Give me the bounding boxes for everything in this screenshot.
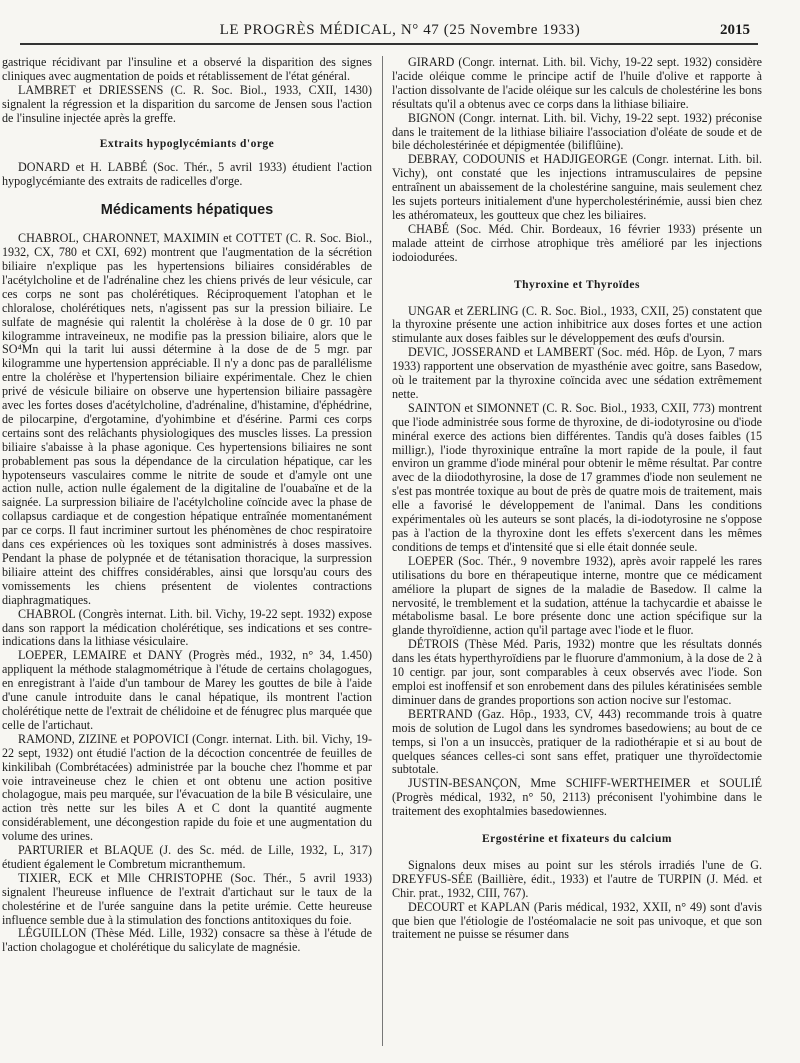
paragraph-loeper-lemaire-dany: LOEPER, LEMAIRE et DANY (Progrès méd., 1932, n° 34, 1.450) appliquent la méthode stalagmométrique à l'étude de certains cholagogues, en enregistrant à l'aide d'un tambour de Marey les gouttes de bile à l'aide d'une canule introduite dans le canal hépatique, ils montrent l'action cholérétique nette de l'extrait de chélidoine et de fénugrec plus marquée que celle de l'artichaut. [2,648,372,732]
paragraph-chabrol-charonnet: CHABROL, CHARONNET, MAXIMIN et COTTET (C. R. Soc. Biol., 1932, CX, 780 et CXI, 692) montrent que l'augmentation de la sécrétion biliaire n'explique pas les hypertensions biliaires considérables de l'acétylcholine et de l'adrénaline chez les chiens privés de leur vésicule, car ces corps ne sont pas cholérétiques. Réciproquement l'atophan et le chloralose, cholérétiques nets, n'agissent pas sur la pression biliaire. Le sulfate de magnésie qui ralentit la cholérèse à la dose de 0 gr. 10 par kilogramme intraveineux, ne modifie pas la pression biliaire, alors que le SO⁴Mn qui la tarit lui aussi détermine à la dose de de 5 mgr. par kilogramme une hypertension appréciable. Il n'y a donc pas de parallélisme entre la cholérèse et l'hypertension biliaire expérimentale. Chez le chien privé de vésicule biliaire on observe une hypertension biliaire passagère avec les fortes doses d'acétylcholine, d'adrénaline, d'histamine, d'éphédrine, de pilocarpine, d'ergotamine, d'yohimbine et d'ésérine. Parmi ces corps certains sont des relâchants physiologiques des muscles lisses. La pression biliaire s'abaisse à la phase agonique. Ces hypertensions biliaires ne sont probablement pas sous la dépendance de la circulation hépatique, car les hypotenseurs vasculaires comme le nitrite de soude et d'amyle ont une action nulle, action nulle également de la digitaline de l'ouabaïne et de la saignée. La surpression biliaire de l'acétylcholine coïncide avec la phase de collapsus cardiaque et de congestion hépatique entraînée momentanément par ce corps. Il faut incriminer surtout les phénomènes de choc respiratoire dans ces expériences où les toxiques sont administrés à doses massives. Pendant la phase de polypnée et de tétanisation thoracique, la surpression biliaire atteint des chiffres considérables, ainsi que lorsqu'au cours des vomissements les chiens présentent de violentes contractions diaphragmatiques. [2,231,372,607]
page-header [0,22,800,42]
subheading-extraits-orge: Extraits hypoglycémiants d'orge [99,137,275,150]
paragraph-decourt-kaplan: DECOURT et KAPLAN (Paris médical, 1932, XXII, n° 49) sont d'avis que bien que l'étiologie de l'ostéomalacie ne soit pas univoque, et que son traitement ne puisse se résumer dans [392,899,762,942]
paragraph-ramond-zizine-popovici: RAMOND, ZIZINE et POPOVICI (Congr. internat. Lith. bil. Vichy, 19-22 sept, 1932) ont étudié l'action de la décoction concentrée de feuilles de kinkilibah (Combrétacées) administrée par la bouche chez l'homme et par voie intraveineuse chez le chien et ont obtenu une action positive cholagogue, mais peu marquée, sur l'évacuation de la bile B vésiculaire, une action très nette sur les biles A et C dont la quantité augmente considérablement, une décongestion rapide du foie et une augmentation du volume des urines. [2,731,372,844]
paragraph-bertrand: BERTRAND (Gaz. Hôp., 1933, CV, 443) recommande trois à quatre mois de solution de Lugol dans les syndromes basedowiens; au bout de ce temps, si l'on a un insuccès, pratiquer de la radiothérapie et si au bout de quelques séances celles-ci sont sans effet, pratiquer une thyroïdectomie subtotale. [392,706,762,777]
paragraph-debray-codounis: DEBRAY, CODOUNIS et HADJIGEORGE (Congr. internat. Lith. bil. Vichy), ont constaté que les injections intramusculaires de pepsine entraînent un abaissement de la cholestérine sanguine, mais seulement chez les sujets porteurs initialement d'une hypercholestérinémie, aussi bien chez les athéromateux, les goutteux que chez les biliaires. [392,152,762,222]
header-rule [20,43,758,45]
paragraph-leguillon: LÉGUILLON (Thèse Méd. Lille, 1932) consacre sa thèse à l'étude de l'action cholagogue et cholérétique du salicylate de magnésie. [2,926,372,955]
paragraph-bignon: BIGNON (Congr. internat. Lith. bil. Vichy, 19-22 sept. 1932) préconise dans le traitement de la lithiase biliaire l'association d'oléate de soude et de bile décholestérinée et dépigmentée (biliflûine). [392,110,762,153]
paragraph-chabrol-congres: CHABROL (Congrès internat. Lith. bil. Vichy, 19-22 sept. 1932) expose dans son rapport la médication cholérétique, ses indications et ses contre-indications dans la lithiase vésiculaire. [2,606,372,649]
paragraph-loeper-bore: LOEPER (Soc. Thér., 9 novembre 1932), après avoir rappelé les rares utilisations du bore en thérapeutique interne, montre que ce médicament améliore la plupart de signes de la maladie de Basedow. Il calme la nervosité, le tremblement et la sudation, atténue la tachycardie et abaisse le métabolisme basal. Le bore présente donc une action spécifique sur la glande thyroïdienne, action qu'il partage avec l'iode et le fluor. [392,553,762,638]
page-number: 2015 [720,22,750,38]
paragraph-ungar-zerling: UNGAR et ZERLING (C. R. Soc. Biol., 1933, CXII, 25) constatent que la thyroxine présente une action inhibitrice aux doses fortes et une action stimulante aux doses faibles sur le développement des œufs d'oursin. [392,303,762,346]
subheading-thyroxine-thyroides: Thyroxine et Thyroïdes [513,278,641,291]
paragraph-sainton-simonnet: SAINTON et SIMONNET (C. R. Soc. Biol., 1933, CXII, 773) montrent que l'iode administrée sous forme de thyroxine, de di-iodotyrosine ou d'iode minéral exerce des actions bien différentes. Tandis qu'à doses faibles (15 milligr.), l'iode thyroxinique entraîne la mort rapide de la poule, il faut environ un gramme d'iode minéral pour obtenir le même résultat. Par contre avec de la diiodothyrosine, la dose de 17 grammes d'iode non seulement ne s'est pas montrée toxique au bout de près de quatre mois de traitement, mais elle a favorisé le développement de l'animal. Dans les conditions expérimentales où les auteurs se sont placés, la di-iodotyrosine ne s'oppose pas à l'action de la thyroxine dont les effets s'exercent dans les mêmes conditions de temps et d'intensité que si elle était donnée seule. [392,400,762,554]
paragraph-justin-besancon: JUSTIN-BESANÇON, Mme SCHIFF-WERTHEIMER et SOULIÉ (Progrès médical, 1932, n° 50, 2113) préconisent l'yohimbine dans le traitement des exophtalmies basedowiennes. [392,776,762,819]
column-divider [382,56,383,1046]
paragraph-chabe: CHABÉ (Soc. Méd. Chir. Bordeaux, 16 février 1933) présente un malade atteint de cirrhose atrophique très amélioré par les injections iodoiodurées. [392,221,762,264]
left-column [2,56,372,955]
paragraph-devic-josserand: DEVIC, JOSSERAND et LAMBERT (Soc. méd. Hôp. de Lyon, 7 mars 1933) rapportent une observation de myasthénie avec goitre, sans Basedow, où le traitement par la thyroxine coïncida avec une sédation extrêmement nette. [392,345,762,401]
subheading-ergosterine-calcium: Ergostérine et fixateurs du calcium [482,833,672,846]
paragraph-tixier-eck: TIXIER, ECK et Mlle CHRISTOPHE (Soc. Thér., 5 avril 1933) signalent l'heureuse influence de l'extrait d'artichaut sur le taux de la cholestérine et de l'urée sanguine dans la petite urémie. Cette heureuse influence semble due à la stimulation des fonctions antitoxiques du foie. [2,870,372,927]
paragraph-girard: GIRARD (Congr. internat. Lith. bil. Vichy, 19-22 sept. 1932) considère l'acide oléique comme le principe actif de l'huile d'olive et rapporte à l'action dissolvante de l'acide oléique sur les calculs de cholestérine les bons résultats qu'il a obtenus avec ce corps dans la lithiase biliaire. [392,55,762,111]
section-heading-medicaments-hepatiques: Médicaments hépatiques [100,202,274,219]
paragraph-parturier-blaque: PARTURIER et BLAQUE (J. des Sc. méd. de Lille, 1932, L, 317) étudient également le Combretum micranthemum. [2,843,372,871]
paragraph-insuline-gastrique: gastrique récidivant par l'insuline et a observé la disparition des signes cliniques avec augmentation de poids et rétablissement de l'état général. [2,55,372,83]
paragraph-lambret-driessens: LAMBRET et DRIESSENS (C. R. Soc. Biol., 1933, CXII, 1430) signalent la régression et la disparition du sarcome de Jensen sous l'action de l'insuline injectée après la greffe. [2,82,372,125]
journal-title: LE PROGRÈS MÉDICAL, N° 47 (25 Novembre 1933) [219,22,581,38]
paragraph-signalons-sterols: Signalons deux mises au point sur les stérols irradiés l'une de G. DREYFUS-SÉE (Baillière, édit., 1933) et l'autre de TURPIN (J. Méd. et Chir. prat., 1932, CIII, 767). [392,857,762,900]
paragraph-detrois: DÉTROIS (Thèse Méd. Paris, 1932) montre que les résultats donnés dans les états hyperthyroïdiens par le fluorure d'ammonium, à la dose de 2 à 10 centigr. par jour, sont comparables à ceux observés avec l'iode. Son emploi est inoffensif et son enrobement dans des pilules kératinisées semble diminuer dans de grandes proportions son action nocive sur l'estomac. [392,637,762,707]
right-column [392,56,762,942]
paragraph-donard-labbe: DONARD et H. LABBÉ (Soc. Thér., 5 avril 1933) étudient l'action hypoglycémiante des extraits de radicelles d'orge. [2,160,372,189]
